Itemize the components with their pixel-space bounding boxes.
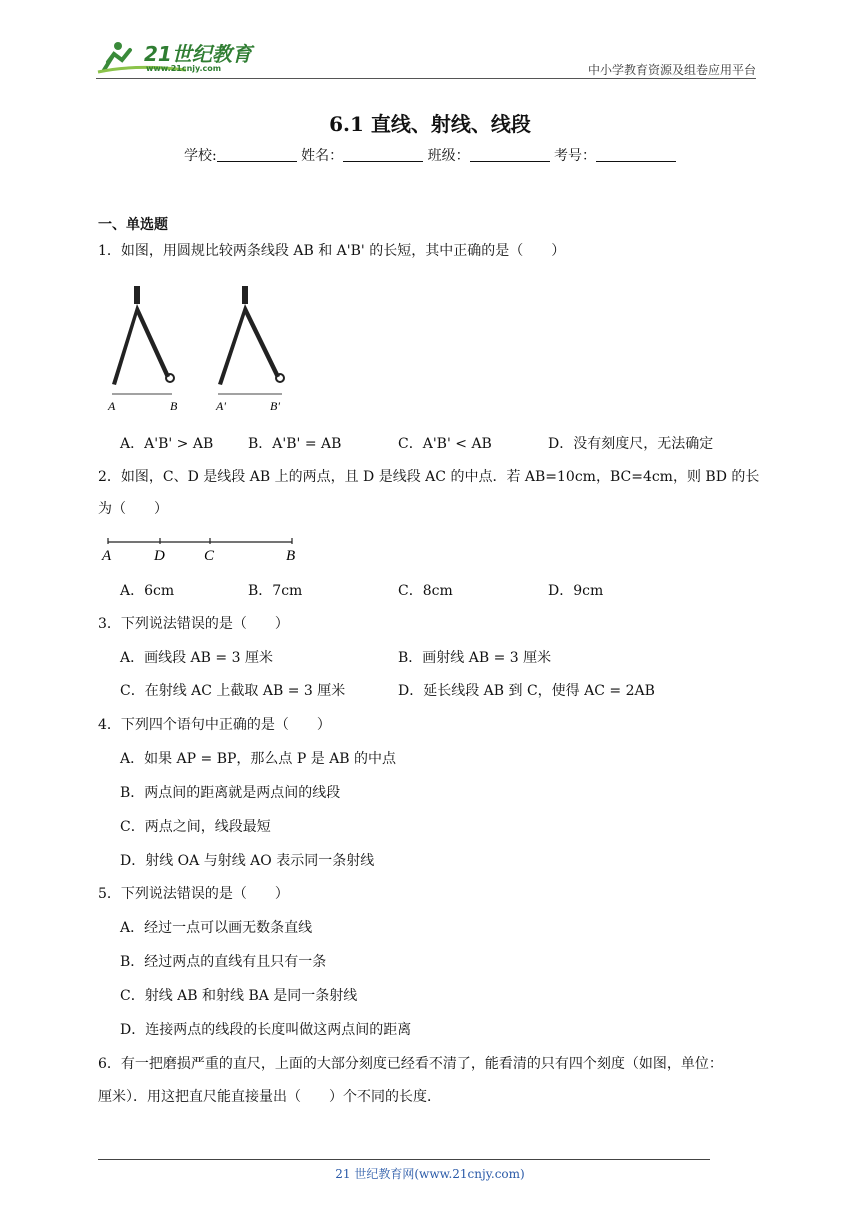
question-2-stem-line1: 2．如图，C、D 是线段 AB 上的两点，且 D 是线段 AC 的中点．若 AB=10cm，BC=4cm，则 BD 的长 [98,469,760,485]
name-label: 姓名： [301,148,344,164]
exam-no-blank [596,147,676,162]
question-4-option-d[interactable]: D．射线 OA 与射线 AO 表示同一条射线 [120,853,375,869]
question-2-option-b[interactable]: B．7cm [248,583,303,599]
question-6-stem-line2: 厘米）．用这把直尺能直接量出（ ）个不同的长度． [98,1089,441,1105]
header-divider [96,78,756,79]
question-3-option-b[interactable]: B．画射线 AB = 3 厘米 [398,650,552,666]
question-2-figure [100,534,310,564]
label-B-prime: B' [270,399,280,412]
question-5-stem: 5．下列说法错误的是（ ） [98,886,289,902]
question-4-option-c[interactable]: C．两点之间，线段最短 [120,819,271,835]
page-title: 6.1 直线、射线、线段 [329,112,531,136]
question-5-option-c[interactable]: C．射线 AB 和射线 BA 是同一条射线 [120,988,358,1004]
question-1-stem: 1．如图，用圆规比较两条线段 AB 和 A'B' 的长短，其中正确的是（ ） [98,243,566,259]
question-4-option-b[interactable]: B．两点间的距离就是两点间的线段 [120,785,341,801]
question-3-stem: 3．下列说法错误的是（ ） [98,616,289,632]
question-4-option-a[interactable]: A．如果 AP = BP，那么点 P 是 AB 的中点 [120,751,397,767]
school-blank [217,147,297,162]
site-logo [96,36,266,78]
question-3-option-d[interactable]: D．延长线段 AB 到 C，使得 AC = 2AB [398,683,655,699]
question-1-figure [100,284,300,412]
student-info [0,145,860,165]
label-A: A [102,548,112,564]
exam-no-label: 考号： [554,148,597,164]
section-title: 一、单选题 [98,217,168,233]
question-5-option-b[interactable]: B．经过两点的直线有且只有一条 [120,954,327,970]
label-A: A [108,399,116,412]
question-2-option-c[interactable]: C．8cm [398,583,453,599]
footer-divider [98,1159,710,1160]
question-1-option-c[interactable]: C．A'B' < AB [398,436,492,452]
platform-name: 中小学教育资源及组卷应用平台 [587,63,756,77]
label-B: B [170,399,178,412]
question-1-option-d[interactable]: D．没有刻度尺，无法确定 [548,436,714,452]
footer-text[interactable]: 21 世纪教育网(www.21cnjy.com) [335,1167,525,1181]
logo-text: 21世纪教育 [144,42,252,66]
question-4-stem: 4．下列四个语句中正确的是（ ） [98,717,331,733]
label-C: C [204,548,215,564]
logo-url: www.21cnjy.com [146,64,222,73]
question-5-option-a[interactable]: A．经过一点可以画无数条直线 [120,920,313,936]
question-1-option-b[interactable]: B．A'B' = AB [248,436,342,452]
name-blank [343,147,423,162]
question-2-stem-line2: 为（ ） [98,501,168,517]
question-6-stem-line1: 6．有一把磨损严重的直尺，上面的大部分刻度已经看不清了，能看清的只有四个刻度（如图，单位： [98,1056,723,1072]
question-2-option-d[interactable]: D．9cm [548,583,604,599]
label-D: D [154,548,165,564]
class-blank [470,147,550,162]
question-3-option-c[interactable]: C．在射线 AC 上截取 AB = 3 厘米 [120,683,346,699]
question-3-option-a[interactable]: A．画线段 AB = 3 厘米 [120,650,273,666]
question-2-option-a[interactable]: A．6cm [120,583,175,599]
question-1-option-a[interactable]: A．A'B' > AB [120,436,214,452]
label-A-prime: A' [216,399,226,412]
class-label: 班级： [427,148,470,164]
label-B: B [286,548,296,564]
school-label: 学校: [183,148,217,164]
question-5-option-d[interactable]: D．连接两点的线段的长度叫做这两点间的距离 [120,1022,412,1038]
